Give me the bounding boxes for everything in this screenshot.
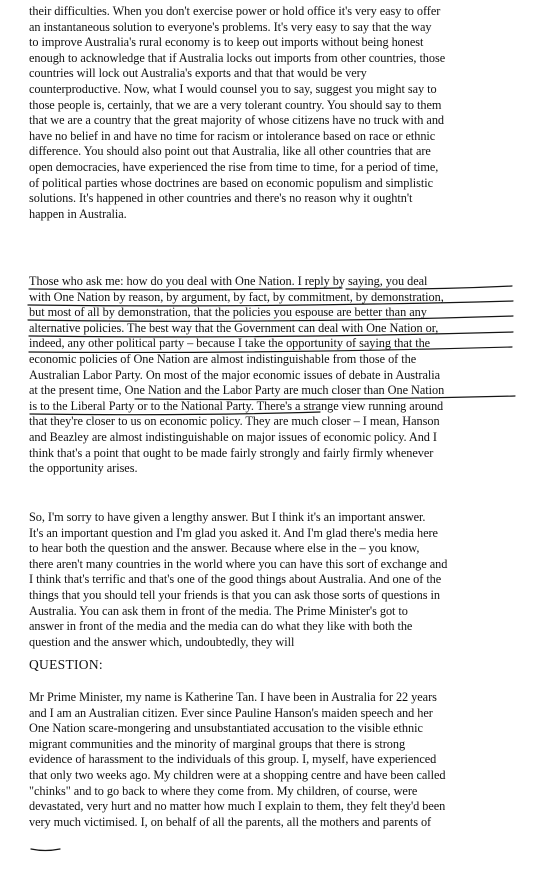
text-line: So, I'm sorry to have given a lengthy answer. But I think it's an important answer. — [29, 510, 426, 524]
paragraph-difficulties — [29, 4, 523, 222]
text-line: One Nation scare-mongering and unsubstantiated accusation to the visible ethnic — [29, 721, 423, 736]
text-line: with One Nation by reason, by argument, by fact, by commitment, by demonstration, — [29, 289, 444, 304]
text-line: devastated, very hurt and no matter how much I explain to them, they felt they'd been — [29, 799, 446, 814]
text-line: indeed, any other political party – because I take the opportunity of saying that the — [29, 336, 431, 351]
text-line: Australia. You can ask them in front of the media. The Prime Minister's got to — [29, 603, 408, 618]
text-line: have no belief in and have no time for racism or intolerance based on race or ethnic — [29, 128, 436, 143]
text-line: counterproductive. Now, what I would counsel you to say, suggest you might say to — [29, 81, 437, 96]
text-line: is to the Liberal Party or to the National Party. There's a strange view running around — [29, 398, 444, 413]
text-line: their difficulties. When you don't exercise power or hold office it's very easy to offer — [29, 4, 441, 18]
text-line: enough to acknowledge that if Australia locks out imports from other countries, those — [29, 50, 446, 65]
text-line: question and the answer which, undoubtedly, they will — [29, 634, 295, 649]
text-line: that they're closer to us on economic policy. They are much closer – I mean, Hanson — [29, 414, 440, 429]
text-line: things that you should tell your friends is that you can ask those sorts of questions in — [29, 587, 440, 602]
text-line: at the present time, One Nation and the Labor Party are much closer than One Nation — [29, 383, 445, 398]
text-line: an instantaneous solution to everyone's problems. It's very easy to say that the way — [29, 19, 432, 34]
text-line: that we are a country that the great majority of whose citizens have no truck with and — [29, 113, 445, 128]
text-line: difference. You should also point out that Australia, like all other countries that are — [29, 144, 431, 159]
question-heading: QUESTION: — [29, 657, 103, 672]
text-line: evidence of harassment to the individuals of this group. I, myself, have experienced — [29, 752, 437, 767]
text-line: and Beazley are almost indistinguishable on major issues of economic policy. And I — [29, 429, 437, 444]
text-line: that only two weeks ago. My children were at a shopping centre and have been called — [29, 767, 446, 782]
text-line: alternative policies. The best way that the Government can deal with One Nation or, — [29, 320, 439, 335]
text-line: but most of all by demonstration, that the policies you espouse are better than any — [29, 305, 427, 320]
text-line: "chinks" and to go back to where they come from. My children, of course, were — [29, 783, 418, 798]
paragraph-lengthy-answer — [29, 510, 523, 650]
text-line: It's an important question and I'm glad you asked it. And I'm glad there's media here — [29, 525, 438, 540]
text-line: there aren't many countries in the world where you can have this sort of exchange and — [29, 556, 448, 571]
text-line: economic policies of One Nation are almost indistinguishable from those of the — [29, 351, 417, 366]
text-line: very much victimised. I, on behalf of all the parents, all the mothers and parents of — [29, 814, 432, 829]
paragraph-one-nation — [29, 274, 523, 477]
text-line: Australian Labor Party. On most of the major economic issues of debate in Australia — [29, 367, 440, 382]
text-line: open democracies, have experienced the rise from time to time, for a period of time, — [29, 159, 439, 174]
text-line: answer in front of the media and the media can do what they like with both the — [29, 619, 413, 634]
text-line: of political parties whose doctrines are based on economic populism and simplistic — [29, 175, 433, 190]
text-line: happen in Australia. — [29, 206, 127, 221]
text-line: Mr Prime Minister, my name is Katherine Tan. I have been in Australia for 22 years — [29, 690, 437, 704]
text-line: the opportunity arises. — [29, 461, 138, 476]
text-line: migrant communities and the minority of marginal groups that there is strong — [29, 736, 406, 751]
text-line: to improve Australia's rural economy is to keep out imports without being honest — [29, 35, 424, 50]
text-line: solutions. It's happened in other countries and there's no reason why it oughtn't — [29, 191, 413, 206]
text-line: I think that's terrific and that's one of the good things about Australia. And one of the — [29, 572, 442, 587]
text-line: countries will lock out Australia's exports and that that would be very — [29, 66, 367, 81]
text-line: Those who ask me: how do you deal with One Nation. I reply by saying, you deal — [29, 274, 428, 288]
underline-mark — [31, 849, 60, 851]
text-line: think that's a point that ought to be made fairly strongly and fairly firmly whenever — [29, 445, 434, 460]
text-line: and I am an Australian citizen. Ever since Pauline Hanson's maiden speech and her — [29, 705, 433, 720]
paragraph-question — [29, 690, 523, 830]
text-line: to hear both the question and the answer. Because where else in the – you know, — [29, 541, 420, 556]
text-line: those people is, certainly, that we are a very tolerant country. You should say to them — [29, 97, 442, 112]
